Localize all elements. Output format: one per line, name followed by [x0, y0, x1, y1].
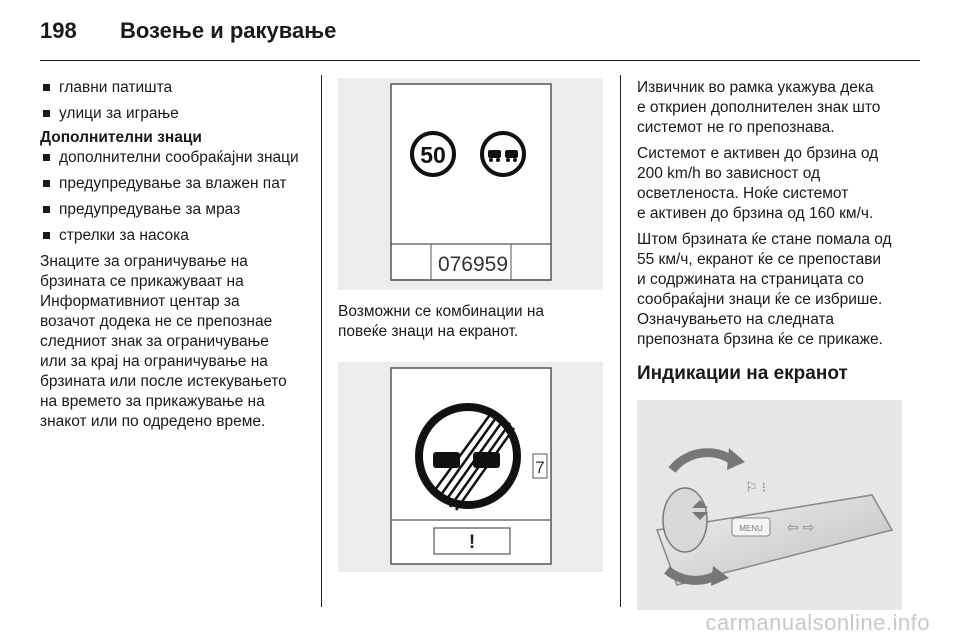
svg-text:50: 50 [420, 142, 446, 168]
list-item: стрелки за насока [40, 226, 310, 246]
paragraph: Системот е активен до брзина од 200 km/h во зависност од осветленоста. Ноќе системот е активен до брзина од 160 км/ч. [637, 145, 879, 222]
bullet-square-icon [43, 206, 50, 213]
list-item: дополнителни сообраќајни знаци [40, 148, 310, 168]
speed-limit-display-illustration [338, 78, 603, 290]
bullet-square-icon [43, 84, 50, 91]
column-1 [40, 78, 310, 432]
figure-end-no-overtaking [338, 362, 603, 572]
paragraph: Извичник во рамка укажува дека е откриен дополнителен знак што системот не го препознава. [637, 79, 881, 136]
watermark: carmanualsonline.info [705, 610, 930, 635]
header-rule [40, 60, 920, 61]
subheading: Дополнителни знаци [40, 129, 202, 146]
end-no-overtaking-illustration [338, 362, 603, 572]
list-item: главни патишта [40, 78, 310, 98]
sign-code: 076959 [437, 253, 509, 276]
list-item: предупредување за влажен пат [40, 174, 310, 194]
speed-limit-sign-icon [412, 133, 454, 175]
bullet-square-icon [43, 232, 50, 239]
bullet-square-icon [43, 110, 50, 117]
end-no-overtaking-sign-icon [419, 407, 517, 510]
page-title: Возење и ракување [120, 18, 337, 43]
svg-text:⇦ ⇨: ⇦ ⇨ [787, 519, 815, 535]
figure-stalk-control [637, 400, 902, 610]
page-header [40, 14, 920, 58]
no-overtaking-sign-icon [482, 133, 524, 175]
paragraph: Штом брзината ќе стане помала од 55 км/ч, екранот ќе се препостави и содржината на страницата со сообраќајни знаци ќе се избрише. Означувањето на следната препозната брзина ќе се прикаже. [637, 231, 892, 348]
column-3 [637, 78, 912, 610]
menu-label: MENU [739, 524, 763, 533]
side-number: 7 [535, 458, 545, 477]
list-item: предупредување за мраз [40, 200, 310, 220]
figure-caption: Возможни се комбинации на повеќе знаци на екранот. [338, 303, 545, 340]
paragraph: Знаците за ограничување на брзината се прикажуваат на Информативниот центар за возачот додека не се препознае следниот знак за ограничување или за крај на ограничување на брзината или после истекувањето на времето за прикажување на знакот или по одредено време. [40, 253, 287, 430]
figure-speed-limit-display [338, 78, 603, 290]
column-divider-1 [321, 75, 322, 607]
section-heading: Индикации на екранот [637, 363, 848, 384]
stalk-control-icon [637, 400, 902, 610]
svg-text:⚐ ⁝: ⚐ ⁝ [745, 479, 766, 495]
bullet-square-icon [43, 154, 50, 161]
page-number: 198 [40, 18, 77, 43]
bullet-square-icon [43, 180, 50, 187]
exclamation-icon: ! [468, 532, 476, 553]
column-2 [338, 78, 603, 572]
list-item: улици за играње [40, 104, 310, 124]
column-divider-2 [620, 75, 621, 607]
